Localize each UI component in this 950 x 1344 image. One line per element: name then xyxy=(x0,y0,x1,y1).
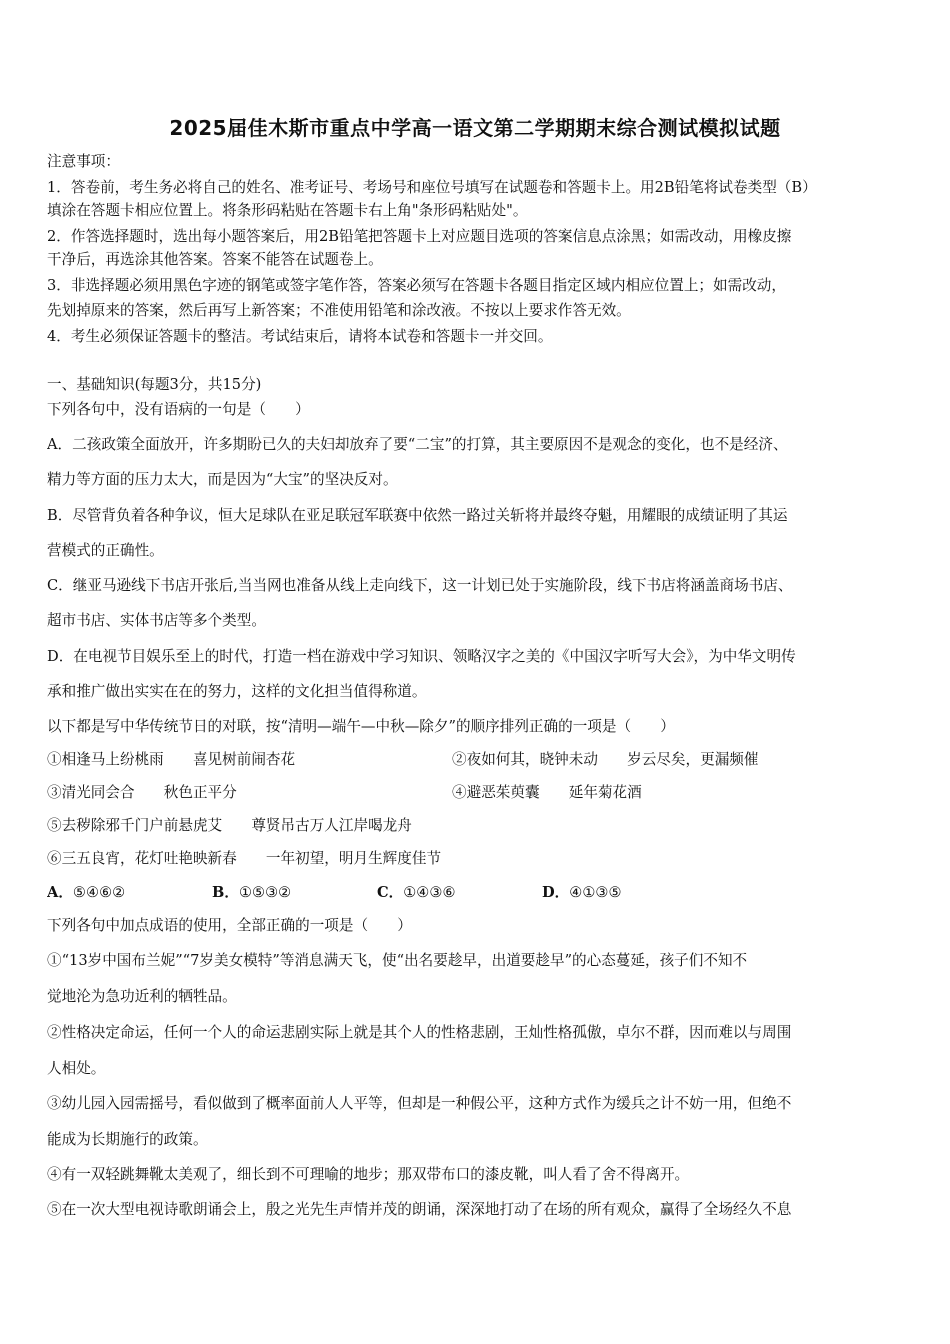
notice-line: 2．作答选择题时，选出每小题答案后，用2B铅笔把答题卡上对应题目选项的答案信息点涂黑；如需改动，用橡皮擦 xyxy=(47,228,792,245)
option-text: ①④③⑥ xyxy=(403,884,456,901)
couplet: ③清光同会合 秋色正平分 xyxy=(47,784,237,801)
question-stem: 以下都是写中华传统节日的对联，按“清明—端午—中秋—除夕”的顺序排列正确的一项是（ ） xyxy=(47,718,675,735)
couplet: ②夜如何其，晓钟未动 岁云尽矣，更漏频催 xyxy=(452,751,759,768)
notice-line: 干净后，再选涂其他答案。答案不能答在试题卷上。 xyxy=(47,251,383,268)
option-line: 超市书店、实体书店等多个类型。 xyxy=(47,612,266,629)
answer-option-a xyxy=(47,883,212,903)
sentence-line: 能成为长期施行的政策。 xyxy=(47,1131,208,1148)
couplet: ①相逢马上纷桃雨 喜见树前闹杏花 xyxy=(47,751,296,768)
answer-option-c xyxy=(377,883,542,903)
option-line: C．继亚马逊线下书店开张后,当当网也准备从线上走向线下，这一计划已处于实施阶段，线下书店将涵盖商场书店、 xyxy=(47,577,793,594)
notice-line: 3．非选择题必须用黑色字迹的钢笔或签字笔作答，答案必须写在答题卡各题目指定区域内相应位置上；如需改动， xyxy=(47,277,786,294)
option-letter: B． xyxy=(212,884,239,901)
option-line: D．在电视节目娱乐至上的时代，打造一档在游戏中学习知识、领略汉字之美的《中国汉字听写大会》，为中华文明传 xyxy=(47,648,796,665)
option-letter: D． xyxy=(542,884,570,901)
sentence-line: ⑤在一次大型电视诗歌朗诵会上，殷之光先生声情并茂的朗诵，深深地打动了在场的所有观众，赢得了全场经久不息 xyxy=(47,1201,792,1218)
sentence-line: ①“13岁中国布兰妮”“7岁美女模特”等消息满天飞，使“出名要趁早，出道要趁早”的心态蔓延，孩子们不知不 xyxy=(47,952,748,969)
option-line: A．二孩政策全面放开，许多期盼已久的夫妇却放弃了要“二宝”的打算，其主要原因不是观念的变化，也不是经济、 xyxy=(47,436,788,453)
couplet-row xyxy=(47,783,907,803)
answer-options xyxy=(47,883,907,903)
option-text: ①⑤③② xyxy=(238,884,292,901)
option-letter: A． xyxy=(47,884,73,901)
notice-heading: 注意事项： xyxy=(47,153,120,170)
option-letter: C． xyxy=(377,884,404,901)
sentence-line: ②性格决定命运，任何一个人的命运悲剧实际上就是其个人的性格悲剧，王灿性格孤傲，卓尔不群，因而难以与周围 xyxy=(47,1024,792,1041)
notice-line: 1．答卷前，考生务必将自己的姓名、准考证号、考场号和座位号填写在试题卷和答题卡上。用2B铅笔将试卷类型（B） xyxy=(47,179,817,196)
sentence-line: 人相处。 xyxy=(47,1060,106,1077)
notice-line: 先划掉原来的答案，然后再写上新答案；不准使用铅笔和涂改液。不按以上要求作答无效。 xyxy=(47,302,631,319)
answer-option-d xyxy=(542,883,707,903)
question-stem: 下列各句中，没有语病的一句是（ ） xyxy=(47,401,310,418)
couplet-row xyxy=(47,750,907,770)
page-title: 2025届佳木斯市重点中学高一语文第二学期期末综合测试模拟试题 xyxy=(169,116,781,140)
sentence-line: ③幼儿园入园需摇号，看似做到了概率面前人人平等，但却是一种假公平，这种方式作为缓兵之计不妨一用，但绝不 xyxy=(47,1095,792,1112)
notice-line: 4．考生必须保证答题卡的整洁。考试结束后，请将本试卷和答题卡一并交回。 xyxy=(47,328,553,345)
section-heading: 一、基础知识(每题3分，共15分) xyxy=(47,376,262,393)
option-line: 承和推广做出实实在在的努力，这样的文化担当值得称道。 xyxy=(47,683,427,700)
sentence-line: ④有一双轻跳舞靴太美观了，细长到不可理喻的地步；那双带布口的漆皮靴，叫人看了舍不得离开。 xyxy=(47,1166,690,1183)
option-text: ④①③⑤ xyxy=(569,884,622,901)
option-line: 精力等方面的压力太大，而是因为“大宝”的坚决反对。 xyxy=(47,471,398,488)
option-line: B．尽管背负着各种争议，恒大足球队在亚足联冠军联赛中依然一路过关斩将并最终夺魁，用耀眼的成绩证明了其运 xyxy=(47,507,788,524)
answer-option-b xyxy=(212,883,377,903)
question-stem: 下列各句中加点成语的使用，全部正确的一项是（ ） xyxy=(47,917,412,934)
sentence-line: 觉地沦为急功近利的牺牲品。 xyxy=(47,988,237,1005)
couplet: ④避恶茱萸囊 延年菊花酒 xyxy=(452,784,642,801)
couplet: ⑤去秽除邪千门户前悬虎艾 尊贤吊古万人江岸喝龙舟 xyxy=(47,817,412,834)
notice-line: 填涂在答题卡相应位置上。将条形码粘贴在答题卡右上角"条形码粘贴处"。 xyxy=(47,202,528,219)
option-line: 营模式的正确性。 xyxy=(47,542,164,559)
option-text: ⑤④⑥② xyxy=(72,884,126,901)
couplet: ⑥三五良宵，花灯吐艳映新春 一年初望，明月生辉度佳节 xyxy=(47,850,442,867)
